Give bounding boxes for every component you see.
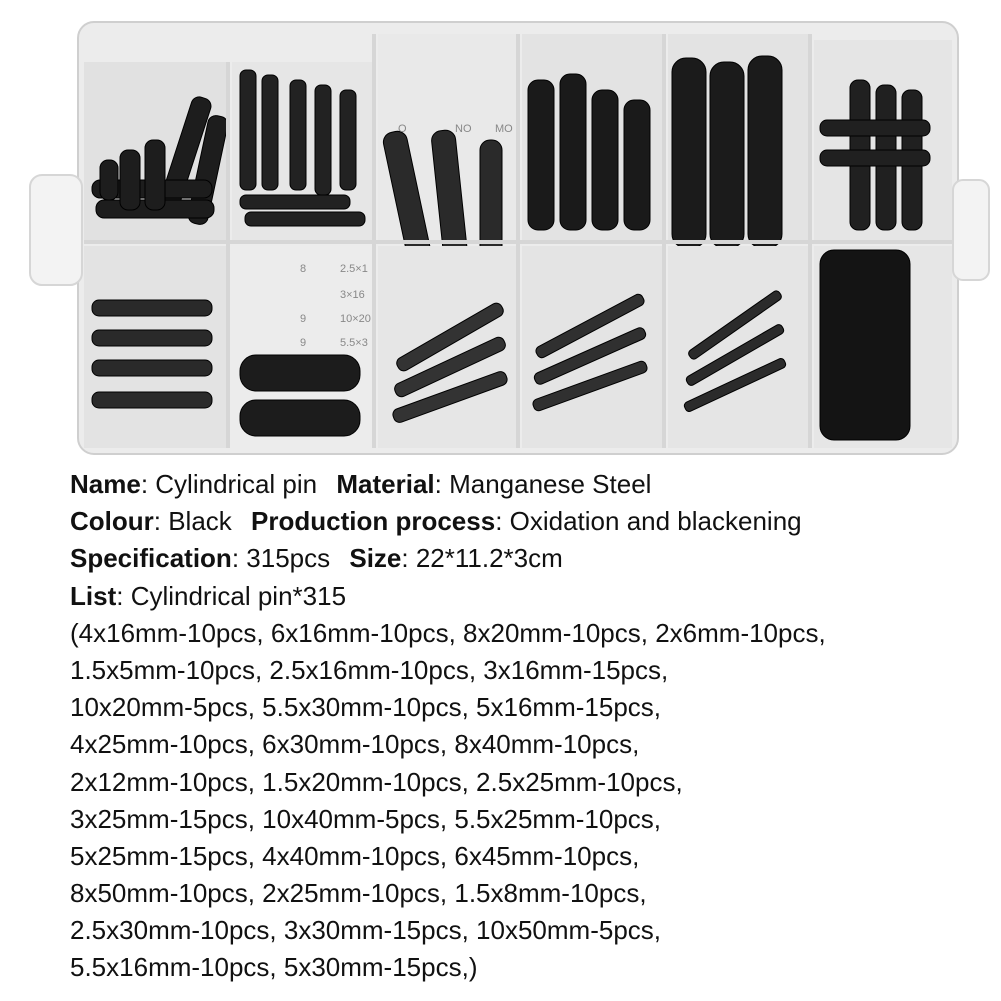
box-label-text: MO (495, 123, 513, 135)
pin (560, 74, 586, 230)
box-label-text: 5.5×3 (340, 337, 368, 349)
compartment (84, 246, 226, 448)
box-label-text: 2.5×1 (340, 263, 368, 275)
size-label: Size (349, 543, 402, 574)
box-label-text: 9 (300, 313, 307, 325)
name-label: Name (70, 469, 141, 499)
pin (340, 90, 356, 190)
pin (315, 85, 331, 195)
pin (92, 330, 212, 346)
pin (748, 56, 782, 248)
pin (592, 90, 618, 230)
pin (528, 80, 554, 230)
compartment (668, 34, 808, 248)
list-line: 2.5x30mm-10pcs, 3x30mm-15pcs, 10x50mm-5pcs, (70, 915, 662, 946)
compartment (814, 246, 952, 448)
box-label-text: 3×16 (340, 289, 365, 301)
pin (92, 300, 212, 316)
box-label-text: 8 (300, 263, 307, 275)
pin (240, 400, 360, 436)
compartment (522, 246, 662, 448)
list-line: 1.5x5mm-10pcs, 2.5x16mm-10pcs, 3x16mm-15pcs, (70, 654, 669, 685)
spec-line: Colour: Black Production process: Oxidation and blackening (70, 506, 802, 537)
list-line: 4x25mm-10pcs, 6x30mm-10pcs, 8x40mm-10pcs, (70, 729, 640, 760)
pin (262, 75, 278, 190)
product-specs (70, 466, 990, 987)
pin (624, 100, 650, 230)
list-value: Cylindrical pin*315 (130, 580, 347, 611)
pin (820, 150, 930, 166)
box-label-text: O (398, 123, 407, 135)
list-line: 5.5x16mm-10pcs, 5x30mm-15pcs,) (70, 952, 478, 983)
pin (672, 58, 706, 248)
specification-label: Specification (70, 543, 232, 574)
list-line: 5x25mm-15pcs, 4x40mm-10pcs, 6x45mm-10pcs, (70, 840, 640, 871)
pin (820, 120, 930, 136)
pin (100, 160, 118, 200)
pin (92, 360, 212, 376)
list-line: 3x25mm-15pcs, 10x40mm-5pcs, 5.5x25mm-10pcs, (70, 803, 662, 834)
list-line: (4x16mm-10pcs, 6x16mm-10pcs, 8x20mm-10pcs, 2x6mm-10pcs, (70, 617, 826, 648)
colour-label: Colour (70, 506, 154, 537)
box-tab (30, 175, 82, 285)
list-line: 10x20mm-5pcs, 5.5x30mm-10pcs, 5x16mm-15pcs, (70, 692, 662, 723)
pin (92, 392, 212, 408)
pin (145, 140, 165, 210)
box-label-text: 9 (300, 337, 307, 349)
size-value: 22*11.2*3cm (415, 543, 563, 574)
spec-line: Specification: 315pcs Size: 22*11.2*3cm (70, 543, 563, 574)
compartment (378, 246, 516, 448)
pin (240, 195, 350, 209)
box-label-text: NO (455, 123, 472, 135)
specification-value: 315pcs (246, 543, 331, 574)
compartment (522, 34, 662, 240)
material-value: Manganese Steel (449, 469, 652, 499)
spec-line: List: Cylindrical pin*315 (70, 580, 347, 611)
pin (820, 250, 910, 440)
pin (120, 150, 140, 210)
pin (245, 212, 365, 226)
pin (710, 62, 744, 248)
list-label: List (70, 580, 117, 611)
list-line: 8x50mm-10pcs, 2x25mm-10pcs, 1.5x8mm-10pcs, (70, 878, 647, 909)
box-tab (953, 180, 989, 280)
compartment (84, 62, 229, 240)
spec-line: Name: Cylindrical pin Material: Manganese Steel (70, 469, 652, 499)
compartment (668, 246, 808, 448)
pin (240, 70, 256, 190)
list-line: 2x12mm-10pcs, 1.5x20mm-10pcs, 2.5x25mm-10pcs, (70, 766, 683, 797)
box-label-text: 10×20 (340, 313, 371, 325)
compartment (232, 62, 372, 240)
pin (240, 355, 360, 391)
process-value: Oxidation and blackening (509, 506, 802, 537)
product-photo (0, 0, 1001, 460)
pin (290, 80, 306, 190)
material-label: Material (336, 469, 435, 499)
colour-value: Black (168, 506, 232, 537)
name-value: Cylindrical pin (155, 469, 318, 499)
compartment (814, 40, 952, 240)
process-label: Production process (251, 506, 496, 537)
